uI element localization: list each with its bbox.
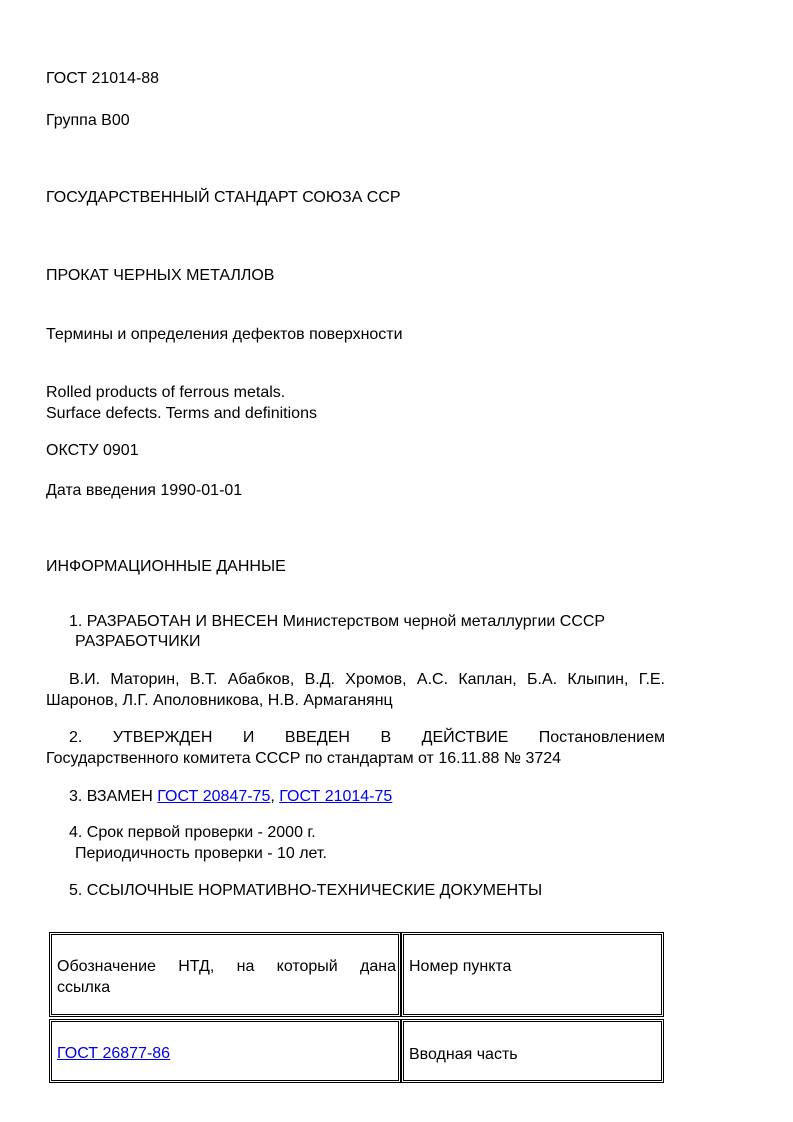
- table-row-clause-value: Вводная часть: [409, 1046, 518, 1063]
- developers-line-1: В.И. Маторин, В.Т. Абабков, В.Д. Хромов, А.С. Каплан, Б.А. Клыпин, Г.Е.: [69, 671, 665, 688]
- gost-20847-75-link[interactable]: ГОСТ 20847-75: [157, 788, 271, 805]
- info-item-2-line-2: Государственного комитета СССР по стандартам от 16.11.88 № 3724: [46, 750, 562, 767]
- info-item-3: [69, 786, 392, 807]
- table-header-clause-label: Номер пункта: [409, 958, 512, 975]
- info-item-2-line-1: 2. УТВЕРЖДЕН И ВВЕДЕН В ДЕЙСТВИЕ Постановлением: [69, 729, 665, 746]
- table-header-designation-line-2: ссылка: [57, 979, 111, 996]
- gost-26877-86-link[interactable]: ГОСТ 26877-86: [57, 1045, 171, 1062]
- document-subtitle: Термины и определения дефектов поверхности: [46, 326, 403, 343]
- english-title-line1: Rolled products of ferrous metals.: [46, 384, 286, 401]
- developers-list: [46, 669, 665, 711]
- info-item-1: 1. РАЗРАБОТАН И ВНЕСЕН Министерством черной металлургии СССР: [69, 613, 606, 630]
- table-header-designation: [49, 932, 401, 1017]
- group-label: Группа В00: [46, 112, 130, 129]
- info-item-5: 5. ССЫЛОЧНЫЕ НОРМАТИВНО-ТЕХНИЧЕСКИЕ ДОКУМЕНТЫ: [69, 882, 543, 899]
- developers-line-2: Шаронов, Л.Г. Аполовникова, Н.В. Армаганянц: [46, 692, 393, 709]
- info-item-4-period: Периодичность проверки - 10 лет.: [75, 845, 327, 862]
- table-row: [49, 1019, 401, 1083]
- table-row-clause: [401, 1019, 664, 1083]
- info-item-2: [46, 727, 665, 769]
- info-item-3-prefix: 3. ВЗАМЕН: [69, 788, 158, 805]
- english-title-line2: Surface defects. Terms and definitions: [46, 405, 317, 422]
- okstu-code: ОКСТУ 0901: [46, 442, 139, 459]
- table-header-designation-line-1: Обозначение НТД, на который дана: [57, 958, 396, 975]
- table-header-clause: [401, 932, 664, 1017]
- gost-number: ГОСТ 21014-88: [46, 70, 160, 87]
- info-heading: ИНФОРМАЦИОННЫЕ ДАННЫЕ: [46, 558, 286, 575]
- state-standard-heading: ГОСУДАРСТВЕННЫЙ СТАНДАРТ СОЮЗА ССР: [46, 189, 401, 206]
- info-item-4: 4. Срок первой проверки - 2000 г.: [69, 824, 316, 841]
- developers-label: РАЗРАБОТЧИКИ: [75, 633, 201, 650]
- info-item-3-separator: ,: [270, 788, 280, 805]
- gost-21014-75-link[interactable]: ГОСТ 21014-75: [279, 788, 393, 805]
- intro-date: Дата введения 1990-01-01: [46, 482, 243, 499]
- document-title: ПРОКАТ ЧЕРНЫХ МЕТАЛЛОВ: [46, 267, 275, 284]
